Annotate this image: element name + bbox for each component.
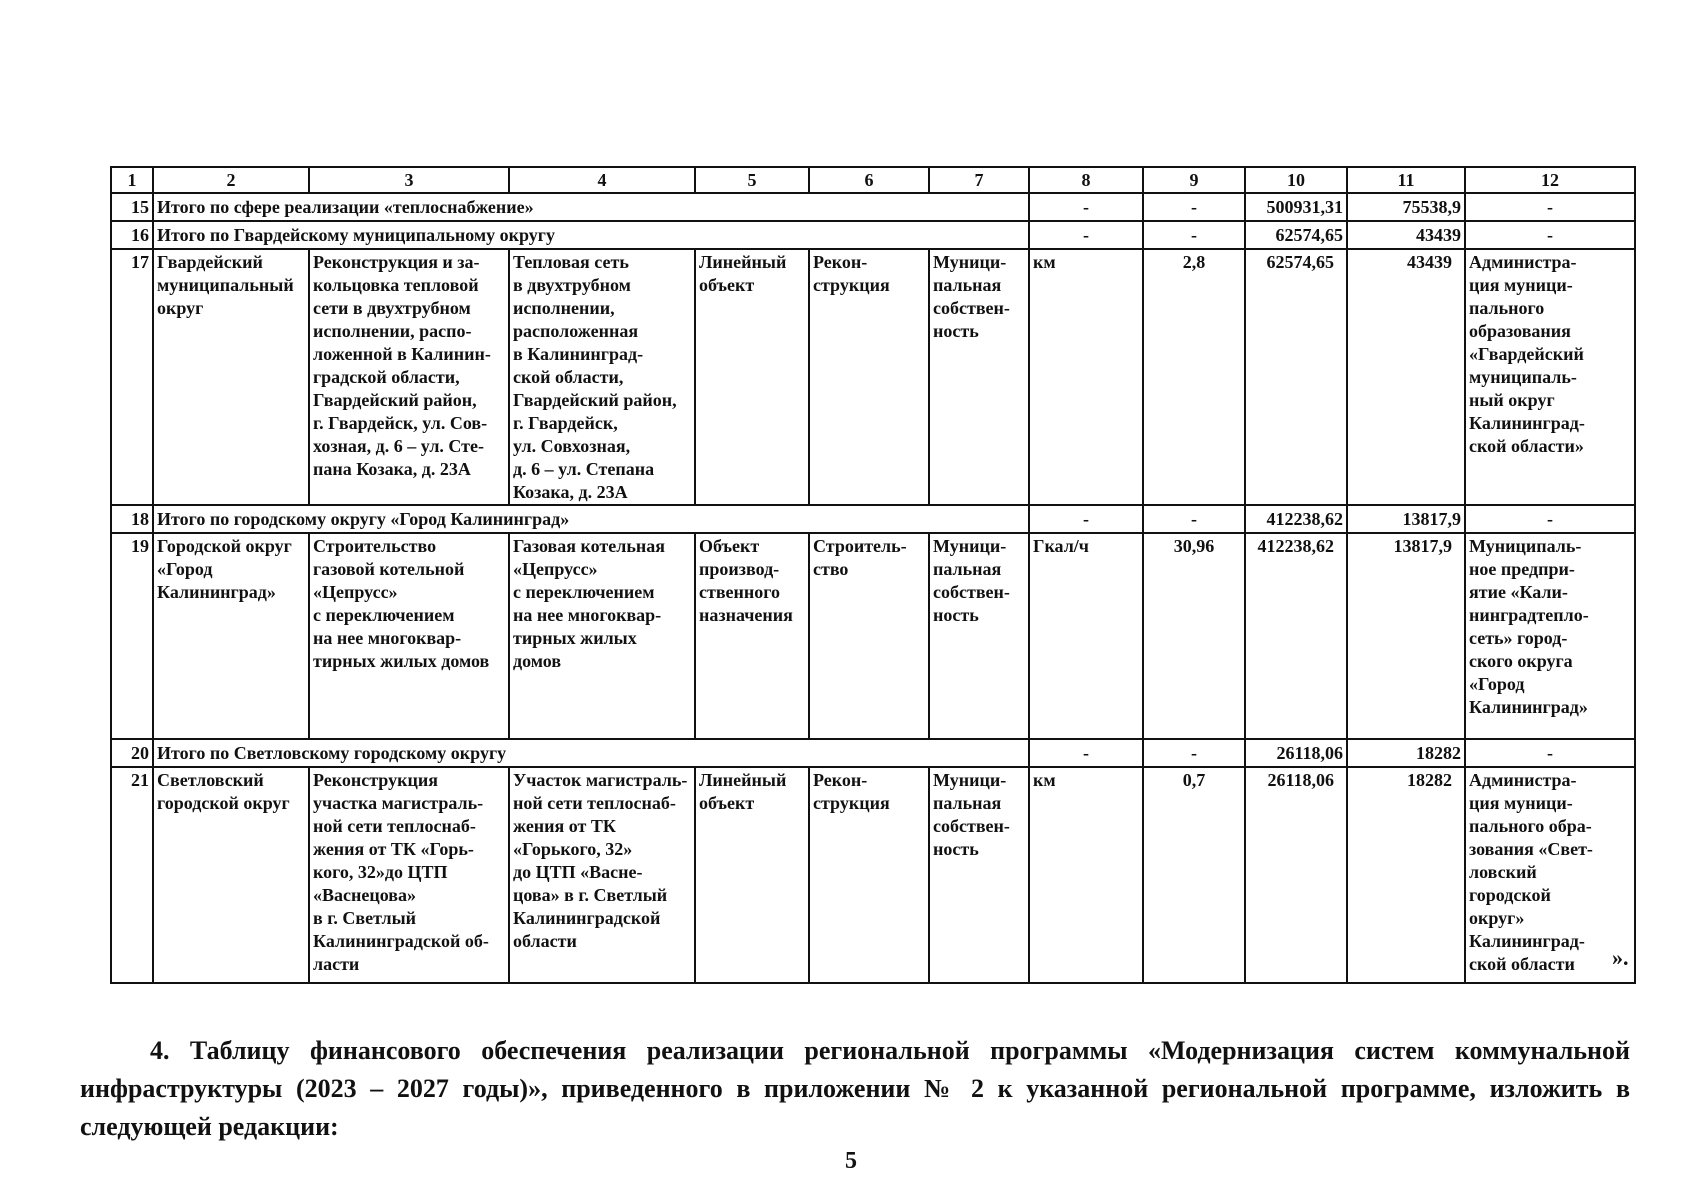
municipality-cell: Городской округ «Город Калининград» (153, 533, 309, 739)
responsible-cell: - (1465, 505, 1635, 533)
funding-cell: 13817,9 (1347, 533, 1465, 739)
row-number: 15 (111, 193, 153, 221)
summary-row (111, 739, 1635, 767)
column-header: 11 (1347, 167, 1465, 193)
row-number: 17 (111, 249, 153, 505)
unit-cell: - (1029, 505, 1143, 533)
responsible-cell: Администра- ция муници- пального обра- зования «Свет- ловский городской округ» Калининград- ской области (1465, 767, 1635, 983)
unit-cell: Гкал/ч (1029, 533, 1143, 739)
object-type-cell: Линейный объект (695, 249, 809, 505)
total-cost-cell: 26118,06 (1245, 739, 1347, 767)
column-header: 10 (1245, 167, 1347, 193)
row-number: 21 (111, 767, 153, 983)
total-cost-cell: 412238,62 (1245, 533, 1347, 739)
capacity-cell: - (1143, 193, 1245, 221)
work-type-cell: Строитель- ство (809, 533, 929, 739)
page-number: 5 (845, 1148, 857, 1174)
municipality-cell: Светловский городской округ (153, 767, 309, 983)
capacity-cell: - (1143, 221, 1245, 249)
column-header: 1 (111, 167, 153, 193)
object-type-cell: Линейный объект (695, 767, 809, 983)
total-cost-cell: 412238,62 (1245, 505, 1347, 533)
amendment-paragraph: 4. Таблицу финансового обеспечения реализации региональной программы «Модернизация систем коммунальной инфраструктуры (2023 – 2027 годы)», приведенного в приложении № 2 к указанной региональной программе, изложить в следующей редакции: (80, 1036, 1630, 1141)
funding-cell: 43439 (1347, 221, 1465, 249)
responsible-cell: Муниципаль- ное предпри- ятие «Кали- нинградтепло- сеть» город- ского округа «Город Калининград» (1465, 533, 1635, 739)
work-type-cell: Рекон- струкция (809, 767, 929, 983)
capacity-cell: 0,7 (1143, 767, 1245, 983)
responsible-cell: - (1465, 221, 1635, 249)
activity-cell: Строительство газовой котельной «Цепрусс» с переключением на нее многоквар- тирных жилых домов (309, 533, 509, 739)
column-header: 9 (1143, 167, 1245, 193)
objects-table (110, 166, 1636, 984)
funding-cell: 75538,9 (1347, 193, 1465, 221)
detail-row (111, 533, 1635, 739)
object-cell: Газовая котельная «Цепрусс» с переключением на нее многоквар- тирных жилых домов (509, 533, 695, 739)
column-header: 12 (1465, 167, 1635, 193)
summary-label: Итого по Светловскому городскому округу (153, 739, 1029, 767)
activity-cell: Реконструкция и за- кольцовка тепловой сети в двухтрубном исполнении, распо- ложенной в Калинин- градской области, Гвардейский район, г. Гвардейск, ул. Сов- хозная, д. 6 – ул. Сте- пана Козака, д. 23А (309, 249, 509, 505)
unit-cell: км (1029, 767, 1143, 983)
summary-label: Итого по сфере реализации «теплоснабжение» (153, 193, 1029, 221)
row-number: 16 (111, 221, 153, 249)
unit-cell: - (1029, 739, 1143, 767)
table-body (111, 167, 1635, 983)
detail-row (111, 249, 1635, 505)
column-header: 2 (153, 167, 309, 193)
capacity-cell: - (1143, 505, 1245, 533)
summary-label: Итого по городскому округу «Город Калининград» (153, 505, 1029, 533)
ownership-cell: Муници- пальная собствен- ность (929, 249, 1029, 505)
responsible-cell: - (1465, 193, 1635, 221)
activity-cell: Реконструкция участка магистраль- ной сети теплоснаб- жения от ТК «Горь- кого, 32»до ЦТП «Васнецова» в г. Светлый Калининградской об- ласти (309, 767, 509, 983)
capacity-cell: 30,96 (1143, 533, 1245, 739)
funding-cell: 43439 (1347, 249, 1465, 505)
total-cost-cell: 26118,06 (1245, 767, 1347, 983)
object-cell: Участок магистраль- ной сети теплоснаб- жения от ТК «Горького, 32» до ЦТП «Васне- цова» в г. Светлый Калининградской области (509, 767, 695, 983)
row-number: 18 (111, 505, 153, 533)
ownership-cell: Муници- пальная собствен- ность (929, 767, 1029, 983)
funding-cell: 18282 (1347, 739, 1465, 767)
row-number: 19 (111, 533, 153, 739)
object-cell: Тепловая сеть в двухтрубном исполнении, расположенная в Калининград- ской области, Гвардейский район, г. Гвардейск, ул. Совхозная, д. 6 – ул. Степана Козака, д. 23А (509, 249, 695, 505)
column-header: 5 (695, 167, 809, 193)
column-header: 4 (509, 167, 695, 193)
column-header: 8 (1029, 167, 1143, 193)
total-cost-cell: 62574,65 (1245, 249, 1347, 505)
column-header: 7 (929, 167, 1029, 193)
object-type-cell: Объект производ- ственного назначения (695, 533, 809, 739)
column-header: 6 (809, 167, 929, 193)
summary-row (111, 221, 1635, 249)
row-number: 20 (111, 739, 153, 767)
column-header: 3 (309, 167, 509, 193)
summary-label: Итого по Гвардейскому муниципальному округу (153, 221, 1029, 249)
responsible-cell: Администра- ция муници- пального образования «Гвардейский муниципаль- ный округ Калининград- ской области» (1465, 249, 1635, 505)
unit-cell: - (1029, 221, 1143, 249)
summary-row (111, 193, 1635, 221)
work-type-cell: Рекон- струкция (809, 249, 929, 505)
funding-cell: 18282 (1347, 767, 1465, 983)
header-row (111, 167, 1635, 193)
ownership-cell: Муници- пальная собствен- ность (929, 533, 1029, 739)
summary-row (111, 505, 1635, 533)
detail-row (111, 767, 1635, 983)
funding-cell: 13817,9 (1347, 505, 1465, 533)
unit-cell: - (1029, 193, 1143, 221)
responsible-cell: - (1465, 739, 1635, 767)
closing-quote-mark: ». (1612, 945, 1629, 970)
capacity-cell: 2,8 (1143, 249, 1245, 505)
total-cost-cell: 500931,31 (1245, 193, 1347, 221)
municipality-cell: Гвардейский муниципальный округ (153, 249, 309, 505)
total-cost-cell: 62574,65 (1245, 221, 1347, 249)
capacity-cell: - (1143, 739, 1245, 767)
unit-cell: км (1029, 249, 1143, 505)
